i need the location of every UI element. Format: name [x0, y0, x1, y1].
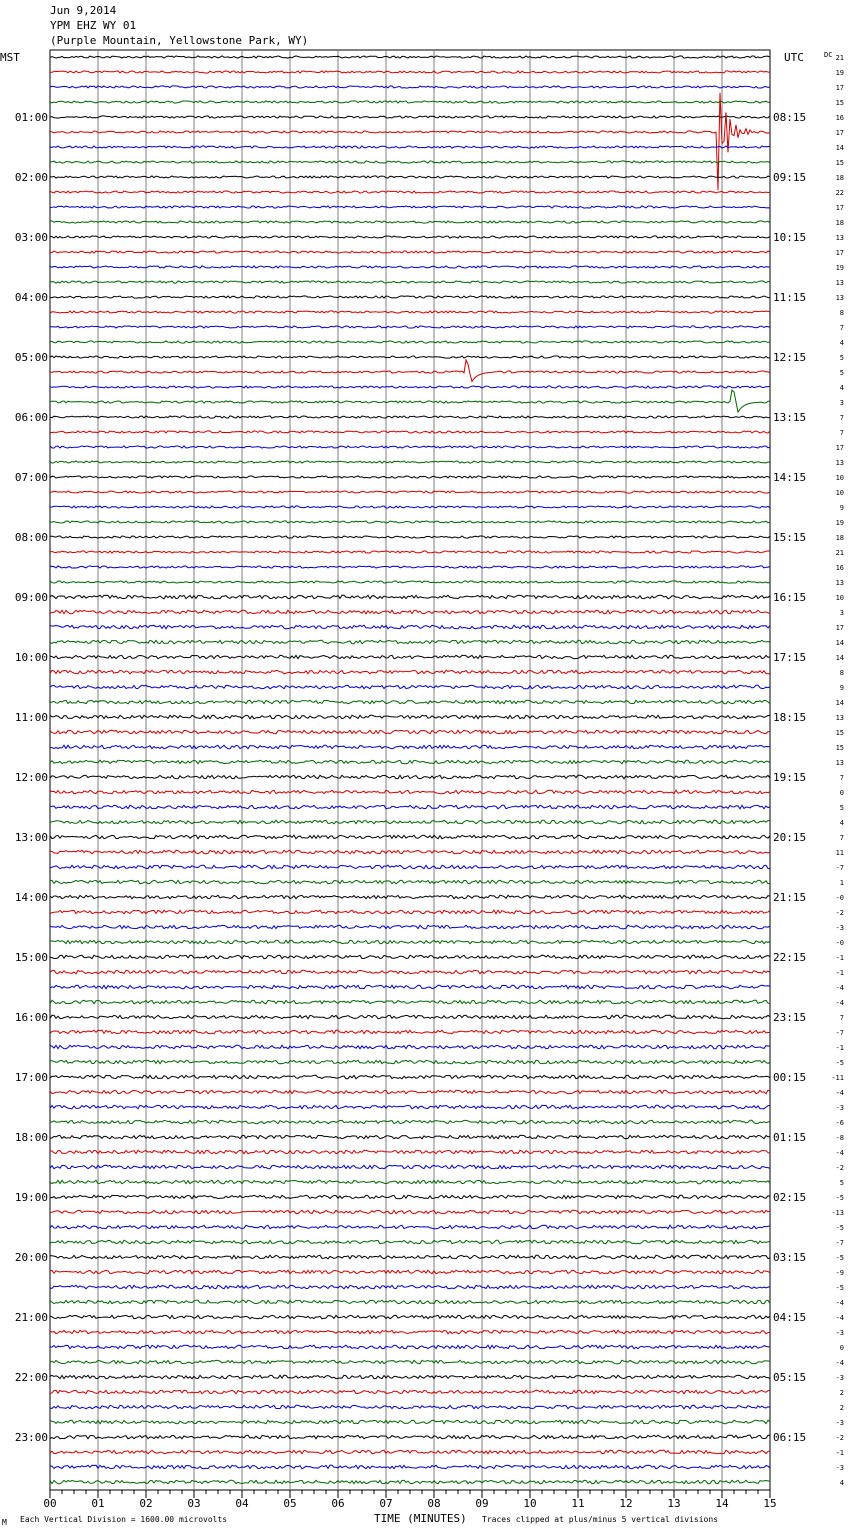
- left-hour-label: 23:00: [14, 1431, 48, 1444]
- seismic-trace: [50, 71, 770, 73]
- seismic-trace: [50, 506, 770, 508]
- seismic-trace: [50, 1000, 770, 1004]
- left-hour-label: 19:00: [14, 1191, 48, 1204]
- left-hour-label: 03:00: [14, 231, 48, 244]
- dc-offset-label: -3: [835, 1329, 844, 1337]
- x-axis: [43, 1490, 776, 1510]
- left-zone-label: MST: [0, 51, 20, 64]
- seismic-trace: [50, 1120, 770, 1124]
- left-hour-label: 04:00: [14, 291, 48, 304]
- dc-offset-label: -2: [835, 909, 844, 917]
- dc-offset-label: -3: [835, 1374, 844, 1382]
- dc-offset-label: 4: [839, 339, 844, 347]
- dc-offset-label: -7: [835, 1029, 844, 1037]
- dc-offset-label: 15: [835, 159, 844, 167]
- dc-offset-label: 21: [835, 549, 844, 557]
- dc-offset-label: 9: [839, 684, 844, 692]
- seismic-trace: [50, 311, 770, 313]
- left-hour-label: 06:00: [14, 411, 48, 424]
- x-tick-label: 14: [715, 1497, 729, 1510]
- seismic-trace: [50, 536, 770, 538]
- seismic-trace: [50, 296, 770, 298]
- right-hour-label: 12:15: [773, 351, 807, 364]
- right-hour-label: 05:15: [773, 1371, 807, 1384]
- seismic-trace: [50, 895, 770, 899]
- dc-offset-label: 17: [835, 84, 844, 92]
- seismic-trace: [50, 1210, 770, 1213]
- seismic-trace: [50, 910, 770, 914]
- right-hour-label: 04:15: [773, 1311, 807, 1324]
- dc-offset-label: 3: [839, 399, 844, 407]
- seismic-trace: [50, 581, 770, 583]
- seismic-trace: [50, 1060, 770, 1064]
- dc-offset-label: 13: [835, 579, 844, 587]
- dc-offset-label: -1: [835, 1044, 844, 1052]
- dc-offset-label: 4: [839, 384, 844, 392]
- seismic-trace: [50, 446, 770, 448]
- dc-offset-label: -5: [835, 1224, 844, 1232]
- x-tick-label: 07: [379, 1497, 393, 1510]
- seismic-trace: [50, 820, 770, 824]
- seismic-trace: [50, 476, 770, 478]
- dc-offset-label: -13: [831, 1209, 844, 1217]
- seismic-trace: [50, 521, 770, 523]
- dc-offset-label: 10: [835, 594, 844, 602]
- seismic-trace: [50, 1435, 770, 1439]
- x-tick-label: 08: [427, 1497, 441, 1510]
- dc-offset-label: 10: [835, 489, 844, 497]
- dc-offset-label: 8: [839, 669, 844, 677]
- seismic-trace: [50, 715, 770, 719]
- right-hour-label: 23:15: [773, 1011, 807, 1024]
- x-tick-label: 06: [331, 1497, 345, 1510]
- dc-offset-label: -3: [835, 924, 844, 932]
- left-hour-label: 09:00: [14, 591, 48, 604]
- left-hour-label: 22:00: [14, 1371, 48, 1384]
- seismic-trace: [50, 700, 770, 704]
- dc-offset-label: 18: [835, 174, 844, 182]
- dc-offset-label: 13: [835, 459, 844, 467]
- dc-offset-label: 5: [839, 804, 844, 812]
- dc-offset-label: 2: [839, 1404, 844, 1412]
- dc-offset-label: 17: [835, 204, 844, 212]
- dc-offset-label: 4: [839, 819, 844, 827]
- dc-offset-label: 14: [835, 699, 844, 707]
- left-hour-label: 16:00: [14, 1011, 48, 1024]
- seismic-trace: [50, 566, 770, 568]
- seismic-trace: [50, 1390, 770, 1394]
- seismic-trace: [50, 221, 770, 223]
- x-tick-label: 15: [763, 1497, 777, 1510]
- left-hour-label: 17:00: [14, 1071, 48, 1084]
- left-hour-label: 02:00: [14, 171, 48, 184]
- dc-offset-label: -2: [835, 1434, 844, 1442]
- x-tick-label: 02: [139, 1497, 153, 1510]
- seismic-trace: [50, 1450, 770, 1454]
- seismic-trace: [50, 1240, 770, 1244]
- right-hour-label: 22:15: [773, 951, 807, 964]
- dc-offset-label: -3: [835, 1464, 844, 1472]
- right-hour-label: 14:15: [773, 471, 807, 484]
- seismic-trace: [50, 940, 770, 943]
- seismic-trace: [50, 865, 770, 869]
- dc-offset-label: 5: [839, 369, 844, 377]
- dc-offset-label: -7: [835, 1239, 844, 1247]
- seismic-trace: [50, 1300, 770, 1304]
- dc-offset-label: 9: [839, 504, 844, 512]
- dc-offset-label: -4: [835, 1089, 844, 1097]
- seismic-trace: [50, 431, 770, 433]
- seismic-trace: [50, 970, 770, 974]
- dc-offset-label: 17: [835, 129, 844, 137]
- seismic-trace: [50, 356, 770, 358]
- x-tick-label: 05: [283, 1497, 297, 1510]
- dc-offset-label: 15: [835, 99, 844, 107]
- dc-offset-label: -4: [835, 1149, 844, 1157]
- dc-offset-label: -4: [835, 984, 844, 992]
- trace-group: [50, 56, 770, 1484]
- dc-offset-label: 7: [839, 1014, 844, 1022]
- seismic-trace: [50, 1045, 770, 1049]
- dc-offset-label: -8: [835, 1134, 844, 1142]
- dc-label: DC: [824, 51, 833, 59]
- seismic-trace: [50, 760, 770, 764]
- right-hour-label: 00:15: [773, 1071, 807, 1084]
- seismic-trace: [50, 56, 770, 58]
- clip-note: Traces clipped at plus/minus 5 vertical divisions: [482, 1515, 719, 1524]
- corner-mark: M: [2, 1518, 7, 1527]
- plot-date: Jun 9,2014: [50, 4, 117, 17]
- seismic-trace: [50, 595, 770, 599]
- seismic-trace: [50, 925, 770, 929]
- seismic-trace: [50, 1135, 770, 1139]
- right-hour-label: 02:15: [773, 1191, 807, 1204]
- dc-offset-label: 19: [835, 264, 844, 272]
- left-hour-label: 01:00: [14, 111, 48, 124]
- seismic-trace: [50, 281, 770, 283]
- dc-offset-label: 19: [835, 519, 844, 527]
- seismic-trace: [50, 161, 770, 163]
- dc-offset-label: 14: [835, 654, 844, 662]
- x-tick-label: 11: [571, 1497, 585, 1510]
- seismic-trace: [50, 206, 770, 208]
- dc-offset-label: 11: [835, 849, 844, 857]
- dc-offset-label: 14: [835, 639, 844, 647]
- seismic-trace: [50, 1270, 770, 1274]
- right-hour-label: 20:15: [773, 831, 807, 844]
- dc-offset-label: -4: [835, 1314, 844, 1322]
- seismic-trace: [50, 1330, 770, 1334]
- dc-offset-label: -5: [835, 1194, 844, 1202]
- seismic-trace: [50, 1315, 770, 1319]
- seismic-trace: [50, 1180, 770, 1183]
- right-hour-label: 13:15: [773, 411, 807, 424]
- right-hour-label: 08:15: [773, 111, 807, 124]
- seismic-trace: [50, 416, 770, 418]
- dc-offset-label: 7: [839, 429, 844, 437]
- seismic-trace: [50, 1015, 770, 1019]
- x-tick-label: 10: [523, 1497, 537, 1510]
- dc-offset-label: 13: [835, 294, 844, 302]
- seismic-trace: [50, 1465, 770, 1469]
- seismic-trace: [50, 775, 770, 778]
- dc-offset-label: 17: [835, 249, 844, 257]
- x-tick-label: 04: [235, 1497, 249, 1510]
- seismic-trace: [50, 805, 770, 809]
- dc-offset-label: 13: [835, 759, 844, 767]
- seismic-trace: [50, 640, 770, 644]
- seismic-trace: [50, 1225, 770, 1229]
- seismic-trace: [50, 985, 770, 989]
- seismic-trace: [50, 610, 770, 614]
- seismic-trace: [50, 191, 770, 193]
- seismic-trace: [50, 491, 770, 493]
- seismic-trace: [50, 1195, 770, 1199]
- dc-offset-label: 17: [835, 624, 844, 632]
- dc-offset-label: 13: [835, 714, 844, 722]
- seismic-trace: [50, 326, 770, 328]
- dc-offset-label: -5: [835, 1284, 844, 1292]
- seismic-trace: [50, 341, 770, 343]
- left-hour-label: 10:00: [14, 651, 48, 664]
- seismic-trace: [50, 1345, 770, 1349]
- seismic-trace: [50, 461, 770, 463]
- left-hour-label: 14:00: [14, 891, 48, 904]
- x-tick-label: 03: [187, 1497, 201, 1510]
- seismic-trace: [50, 101, 770, 103]
- seismic-trace: [50, 1030, 770, 1034]
- right-zone-label: UTC: [784, 51, 804, 64]
- dc-offset-label: 7: [839, 774, 844, 782]
- left-hour-label: 12:00: [14, 771, 48, 784]
- seismic-trace: [50, 1255, 770, 1259]
- left-hour-label: 05:00: [14, 351, 48, 364]
- dc-offset-label: 19: [835, 69, 844, 77]
- right-hour-label: 18:15: [773, 711, 807, 724]
- x-tick-label: 01: [91, 1497, 105, 1510]
- seismic-trace: [50, 1480, 770, 1484]
- dc-offset-label: -7: [835, 864, 844, 872]
- seismic-trace: [50, 146, 770, 148]
- right-hour-label: 16:15: [773, 591, 807, 604]
- dc-offset-label: -6: [835, 1119, 844, 1127]
- right-hour-label: 17:15: [773, 651, 807, 664]
- seismic-trace: [50, 685, 770, 689]
- left-hour-label: 18:00: [14, 1131, 48, 1144]
- seismic-trace: [50, 1420, 770, 1424]
- seismic-trace: [50, 850, 770, 854]
- dc-offset-label: 16: [835, 114, 844, 122]
- dc-offset-label: 4: [839, 1479, 844, 1487]
- seismic-trace: [50, 266, 770, 268]
- seismic-trace: [50, 236, 770, 238]
- dc-offset-label: 7: [839, 324, 844, 332]
- dc-offset-label: 8: [839, 309, 844, 317]
- x-tick-label: 09: [475, 1497, 489, 1510]
- dc-offset-label: 0: [839, 1344, 844, 1352]
- seismic-trace: [50, 955, 770, 959]
- dc-offset-label: 13: [835, 279, 844, 287]
- station-location: (Purple Mountain, Yellowstone Park, WY): [50, 34, 309, 47]
- dc-offset-label: -3: [835, 1104, 844, 1112]
- left-hour-label: 21:00: [14, 1311, 48, 1324]
- seismic-trace: [50, 1090, 770, 1093]
- dc-offset-label: 7: [839, 414, 844, 422]
- dc-offset-label: -1: [835, 1449, 844, 1457]
- seismic-trace: [50, 745, 770, 748]
- dc-offset-label: -4: [835, 999, 844, 1007]
- dc-offset-label: 15: [835, 729, 844, 737]
- station-code: YPM EHZ WY 01: [50, 19, 137, 32]
- dc-offset-label: -4: [835, 1299, 844, 1307]
- right-hour-label: 15:15: [773, 531, 807, 544]
- seismic-trace: [50, 176, 770, 178]
- x-tick-label: 13: [667, 1497, 681, 1510]
- dc-offset-label: 3: [839, 609, 844, 617]
- dc-offset-label: -5: [835, 1254, 844, 1262]
- seismic-trace: [50, 1375, 770, 1378]
- dc-offset-label: -1: [835, 954, 844, 962]
- seismic-trace: [50, 655, 770, 658]
- seismic-trace: [50, 1285, 770, 1289]
- left-hour-label: 11:00: [14, 711, 48, 724]
- dc-offset-label: -3: [835, 1419, 844, 1427]
- dc-offset-label: 5: [839, 1179, 844, 1187]
- x-axis-title: TIME (MINUTES): [374, 1512, 467, 1525]
- seismic-trace: [50, 86, 770, 88]
- dc-offset-label: -9: [835, 1269, 844, 1277]
- left-hour-label: 20:00: [14, 1251, 48, 1264]
- seismic-trace: [50, 880, 770, 884]
- dc-offset-label: 16: [835, 564, 844, 572]
- left-hour-label: 08:00: [14, 531, 48, 544]
- dc-offset-label: -0: [835, 894, 844, 902]
- dc-offset-label: -5: [835, 1059, 844, 1067]
- dc-offset-label: -11: [831, 1074, 844, 1082]
- dc-offset-label: 18: [835, 219, 844, 227]
- left-hour-label: 15:00: [14, 951, 48, 964]
- dc-offset-label: 14: [835, 144, 844, 152]
- seismic-trace: [50, 93, 770, 190]
- seismic-trace: [50, 835, 770, 839]
- dc-offset-label: 17: [835, 444, 844, 452]
- seismic-trace: [50, 551, 770, 553]
- seismic-trace: [50, 1150, 770, 1154]
- dc-offset-label: 10: [835, 474, 844, 482]
- seismic-trace: [50, 1075, 770, 1079]
- dc-offset-label: 7: [839, 834, 844, 842]
- x-tick-label: 12: [619, 1497, 633, 1510]
- dc-offset-label: 15: [835, 744, 844, 752]
- seismic-trace: [50, 790, 770, 794]
- dc-offset-label: 0: [839, 789, 844, 797]
- dc-offset-label: 22: [835, 189, 844, 197]
- dc-offset-label: -0: [835, 939, 844, 947]
- seismic-trace: [50, 390, 770, 412]
- seismic-trace: [50, 1105, 770, 1109]
- dc-offset-label: 13: [835, 234, 844, 242]
- right-hour-label: 09:15: [773, 171, 807, 184]
- seismic-trace: [50, 386, 770, 388]
- left-hour-label: 07:00: [14, 471, 48, 484]
- dc-offset-label: -1: [835, 969, 844, 977]
- dc-offset-label: 2: [839, 1389, 844, 1397]
- seismic-trace: [50, 625, 770, 629]
- seismic-trace: [50, 670, 770, 674]
- x-tick-label: 00: [43, 1497, 57, 1510]
- dc-offset-label: -4: [835, 1359, 844, 1367]
- right-hour-label: 01:15: [773, 1131, 807, 1144]
- dc-offset-label: 5: [839, 354, 844, 362]
- dc-offset-label: 18: [835, 534, 844, 542]
- dc-offset-label: -2: [835, 1164, 844, 1172]
- dc-offset-label: 21: [835, 54, 844, 62]
- seismic-trace: [50, 1165, 770, 1169]
- seismic-trace: [50, 116, 770, 118]
- scale-note: Each Vertical Division = 1600.00 microvolts: [20, 1515, 228, 1524]
- right-hour-label: 10:15: [773, 231, 807, 244]
- right-hour-label: 19:15: [773, 771, 807, 784]
- seismic-trace: [50, 360, 770, 381]
- seismic-trace: [50, 730, 770, 734]
- right-hour-label: 11:15: [773, 291, 807, 304]
- seismic-trace: [50, 251, 770, 253]
- seismic-trace: [50, 1360, 770, 1364]
- right-hour-label: 03:15: [773, 1251, 807, 1264]
- right-hour-label: 06:15: [773, 1431, 807, 1444]
- dc-offset-label: 1: [839, 879, 844, 887]
- seismic-trace: [50, 1405, 770, 1409]
- left-hour-label: 13:00: [14, 831, 48, 844]
- right-hour-label: 21:15: [773, 891, 807, 904]
